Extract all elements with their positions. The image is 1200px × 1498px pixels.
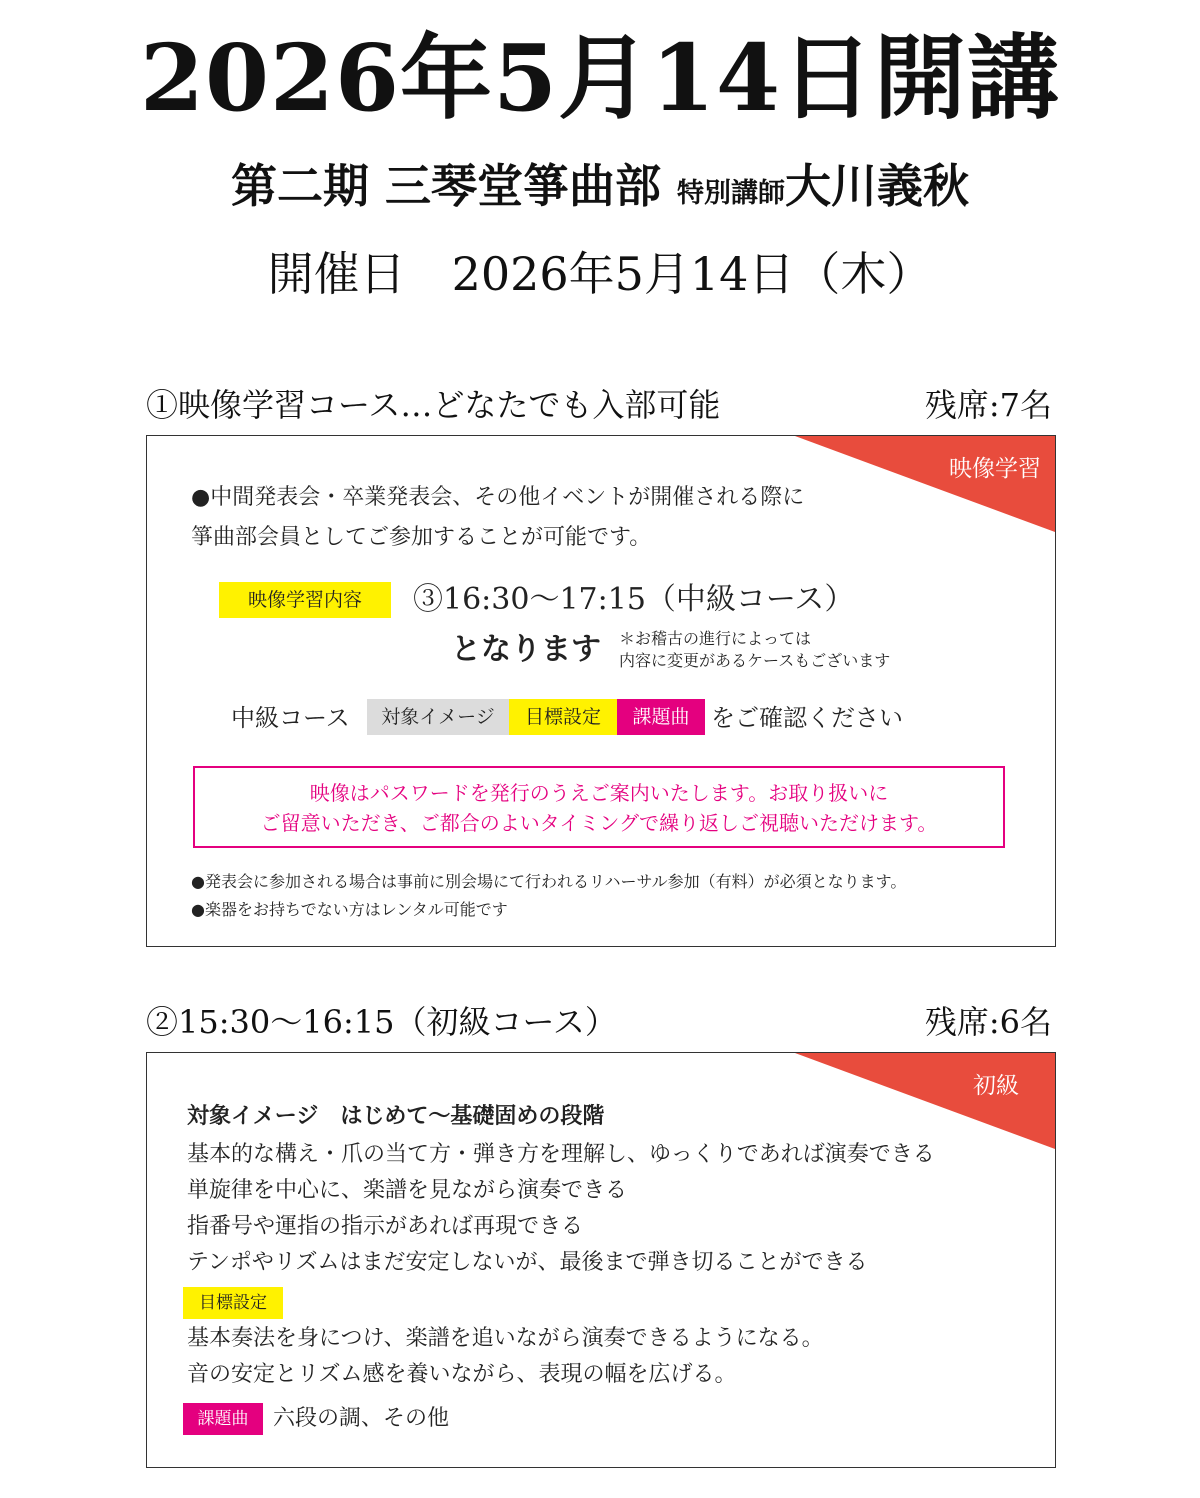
target-line: 基本的な構え・爪の当て方・弾き方を理解し、ゆっくりであれば演奏できる — [187, 1142, 935, 1167]
target-line: テンポやリズムはまだ安定しないが、最後まで弾き切ることができる — [187, 1250, 868, 1275]
section1-seats: 残席:7名 — [924, 386, 1052, 424]
content-tag: 映像学習内容 — [219, 582, 391, 618]
target-heading: 対象イメージ はじめて〜基礎固めの段階 — [187, 1104, 605, 1129]
section2-seats: 残席:6名 — [924, 1003, 1052, 1041]
section2-ribbon-label: 初級 — [973, 1073, 1019, 1099]
notice-line1: 映像はパスワードを発行のうえご案内いたします。お取り扱いに — [309, 781, 889, 805]
subtitle — [0, 154, 1200, 226]
video-notice — [193, 766, 1005, 848]
content-suffix: となります — [451, 632, 601, 667]
main-title: 2026年5月14日開講 — [139, 24, 1061, 132]
target-line: 指番号や運指の指示があれば再現できる — [187, 1214, 584, 1239]
content-course: ③16:30〜17:15（中級コース） — [413, 582, 855, 617]
section1-box — [146, 435, 1056, 947]
section1-desc-line1: ●中間発表会・卒業発表会、その他イベントが開催される際に — [191, 485, 805, 510]
section1-ribbon-label: 映像学習 — [949, 456, 1041, 482]
footnote-rental: ●楽器をお持ちでない方はレンタル可能です — [191, 900, 508, 919]
event-date: 開催日 2026年5月14日（木） — [267, 247, 933, 301]
section2-box — [146, 1052, 1056, 1468]
content-note-line2: 内容に変更があるケースもございます — [619, 651, 891, 670]
piece-text: 六段の調、その他 — [273, 1406, 450, 1431]
subtitle-instructor: 大川義秋 — [785, 159, 970, 213]
content-note-line1: ＊お稽古の進行によっては — [619, 629, 812, 648]
target-line: 単旋律を中心に、楽譜を見ながら演奏できる — [187, 1178, 628, 1203]
goal-line: 音の安定とリズム感を養いながら、表現の幅を広げる。 — [187, 1362, 737, 1387]
confirm-tag-target: 対象イメージ — [367, 699, 509, 735]
footnote-rehearsal: ●発表会に参加される場合は事前に別会場にて行われるリハーサル参加（有料）が必須となります。 — [191, 872, 907, 891]
piece-tag: 課題曲 — [183, 1403, 263, 1435]
section2-heading: ②15:30〜16:15（初級コース） — [146, 1003, 617, 1041]
section1-desc-line2: 箏曲部会員としてご参加することが可能です。 — [191, 525, 652, 550]
goal-tag: 目標設定 — [183, 1287, 283, 1319]
section1-ribbon — [795, 436, 1055, 532]
subtitle-role: 特別講師 — [677, 178, 786, 209]
section1-heading: ①映像学習コース…どなたでも入部可能 — [146, 386, 721, 424]
confirm-tag-piece: 課題曲 — [617, 699, 705, 735]
goal-line: 基本奏法を身につけ、楽譜を追いながら演奏できるようになる。 — [187, 1326, 824, 1351]
confirm-tag-goal: 目標設定 — [509, 699, 617, 735]
confirm-prefix: 中級コース — [231, 704, 350, 732]
confirm-suffix: をご確認ください — [711, 704, 903, 732]
notice-line2: ご留意いただき、ご都合のよいタイミングで繰り返しご視聴いただけます。 — [260, 811, 938, 835]
section2-ribbon — [795, 1053, 1055, 1149]
subtitle-club: 第二期 三琴堂箏曲部 — [230, 159, 661, 213]
